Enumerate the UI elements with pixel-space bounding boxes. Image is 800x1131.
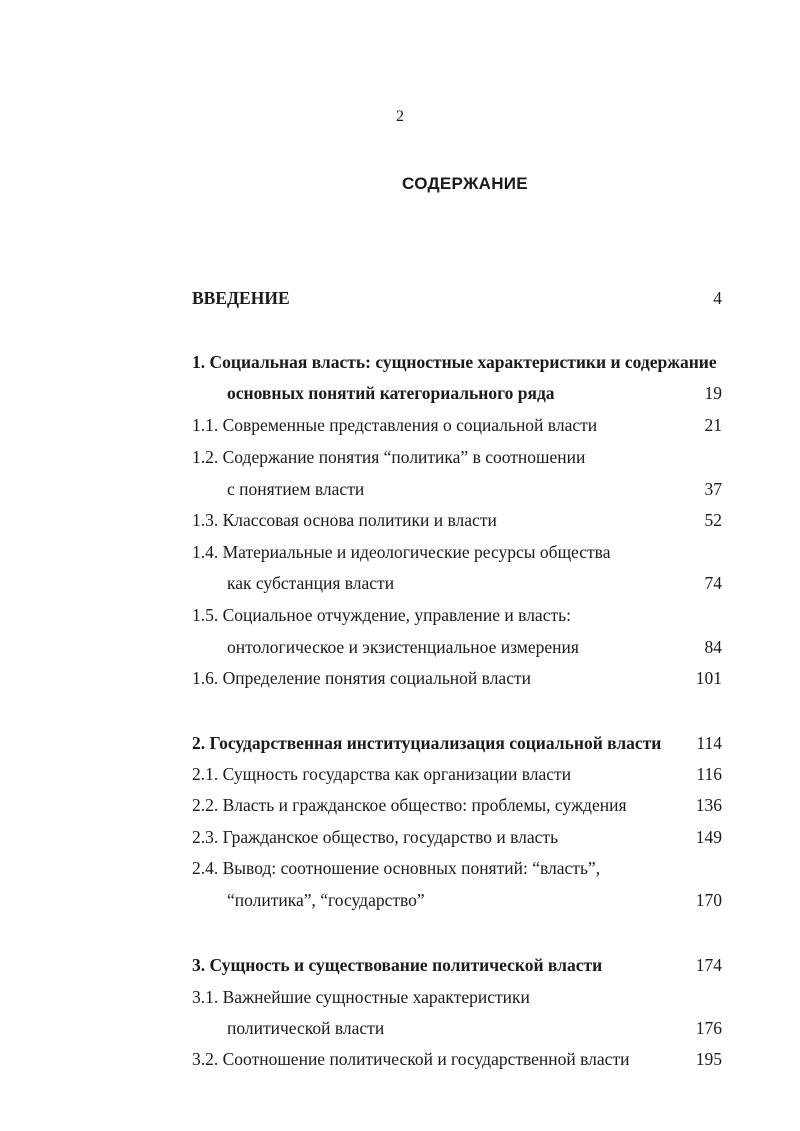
toc-entry-text: основных понятий категориального ряда bbox=[227, 383, 555, 403]
toc-entry-page: 84 bbox=[704, 637, 722, 657]
toc-entry-page: 21 bbox=[704, 415, 722, 435]
toc-entry-page: 136 bbox=[695, 795, 722, 815]
toc-entry-text: “политика”, “государство” bbox=[227, 890, 425, 910]
toc-entry-text: 3.2. Соотношение политической и государственной власти bbox=[192, 1049, 630, 1069]
toc-entry-page: 176 bbox=[695, 1018, 722, 1038]
toc-entry-text: 1.6. Определение понятия социальной власти bbox=[192, 668, 531, 688]
toc-entry-page: 37 bbox=[704, 479, 722, 499]
toc-entry-page: 4 bbox=[713, 288, 722, 308]
toc-entry-text: 2.2. Власть и гражданское общество: проблемы, суждения bbox=[192, 795, 627, 815]
toc-entry-text: 1.4. Материальные и идеологические ресурсы общества bbox=[192, 542, 611, 562]
toc-entry-text: 1.5. Социальное отчуждение, управление и власть: bbox=[192, 605, 571, 625]
toc-entry-page: 149 bbox=[695, 827, 722, 847]
toc-entry-text: 2.4. Вывод: соотношение основных понятий: “власть”, bbox=[192, 858, 601, 878]
toc-entry-page: 116 bbox=[696, 764, 722, 784]
toc-entry-text: политической власти bbox=[227, 1018, 385, 1038]
toc-entry-text: 3. Сущность и существование политической власти bbox=[192, 955, 603, 975]
toc-entry-text: онтологическое и экзистенциальное измерения bbox=[227, 637, 579, 657]
toc-entry-text: 2.1. Сущность государства как организации власти bbox=[192, 764, 572, 784]
toc-entry-page: 101 bbox=[695, 668, 722, 688]
toc-entry-text: как субстанция власти bbox=[227, 573, 395, 593]
toc-entry-text: с понятием власти bbox=[227, 479, 365, 499]
toc-entry-text: 1. Социальная власть: сущностные характеристики и содержание bbox=[192, 352, 717, 372]
toc-entry-text: 1.2. Содержание понятия “политика” в соотношении bbox=[192, 447, 586, 467]
toc-entry-text: 2.3. Гражданское общество, государство и власть bbox=[192, 827, 559, 847]
toc-entry-text: 1.1. Современные представления о социальной власти bbox=[192, 415, 598, 435]
page-title: СОДЕРЖАНИЕ bbox=[402, 174, 528, 193]
toc-entry-page: 74 bbox=[704, 573, 722, 593]
page-number: 2 bbox=[396, 108, 404, 125]
toc-entry-page: 195 bbox=[695, 1049, 722, 1069]
toc-entry-page: 174 bbox=[695, 955, 722, 975]
toc-entry-text: 1.3. Классовая основа политики и власти bbox=[192, 510, 497, 530]
toc-entry-page: 19 bbox=[704, 383, 722, 403]
toc-entry-page: 170 bbox=[695, 890, 722, 910]
toc-entry-text: 3.1. Важнейшие сущностные характеристики bbox=[192, 987, 530, 1007]
toc-entry-page: 52 bbox=[704, 510, 722, 530]
toc-entry-text: ВВЕДЕНИЕ bbox=[192, 288, 290, 308]
toc-entry-page: 114 bbox=[696, 733, 722, 753]
toc-entry-text: 2. Государственная институциализация социальной власти bbox=[192, 733, 662, 753]
